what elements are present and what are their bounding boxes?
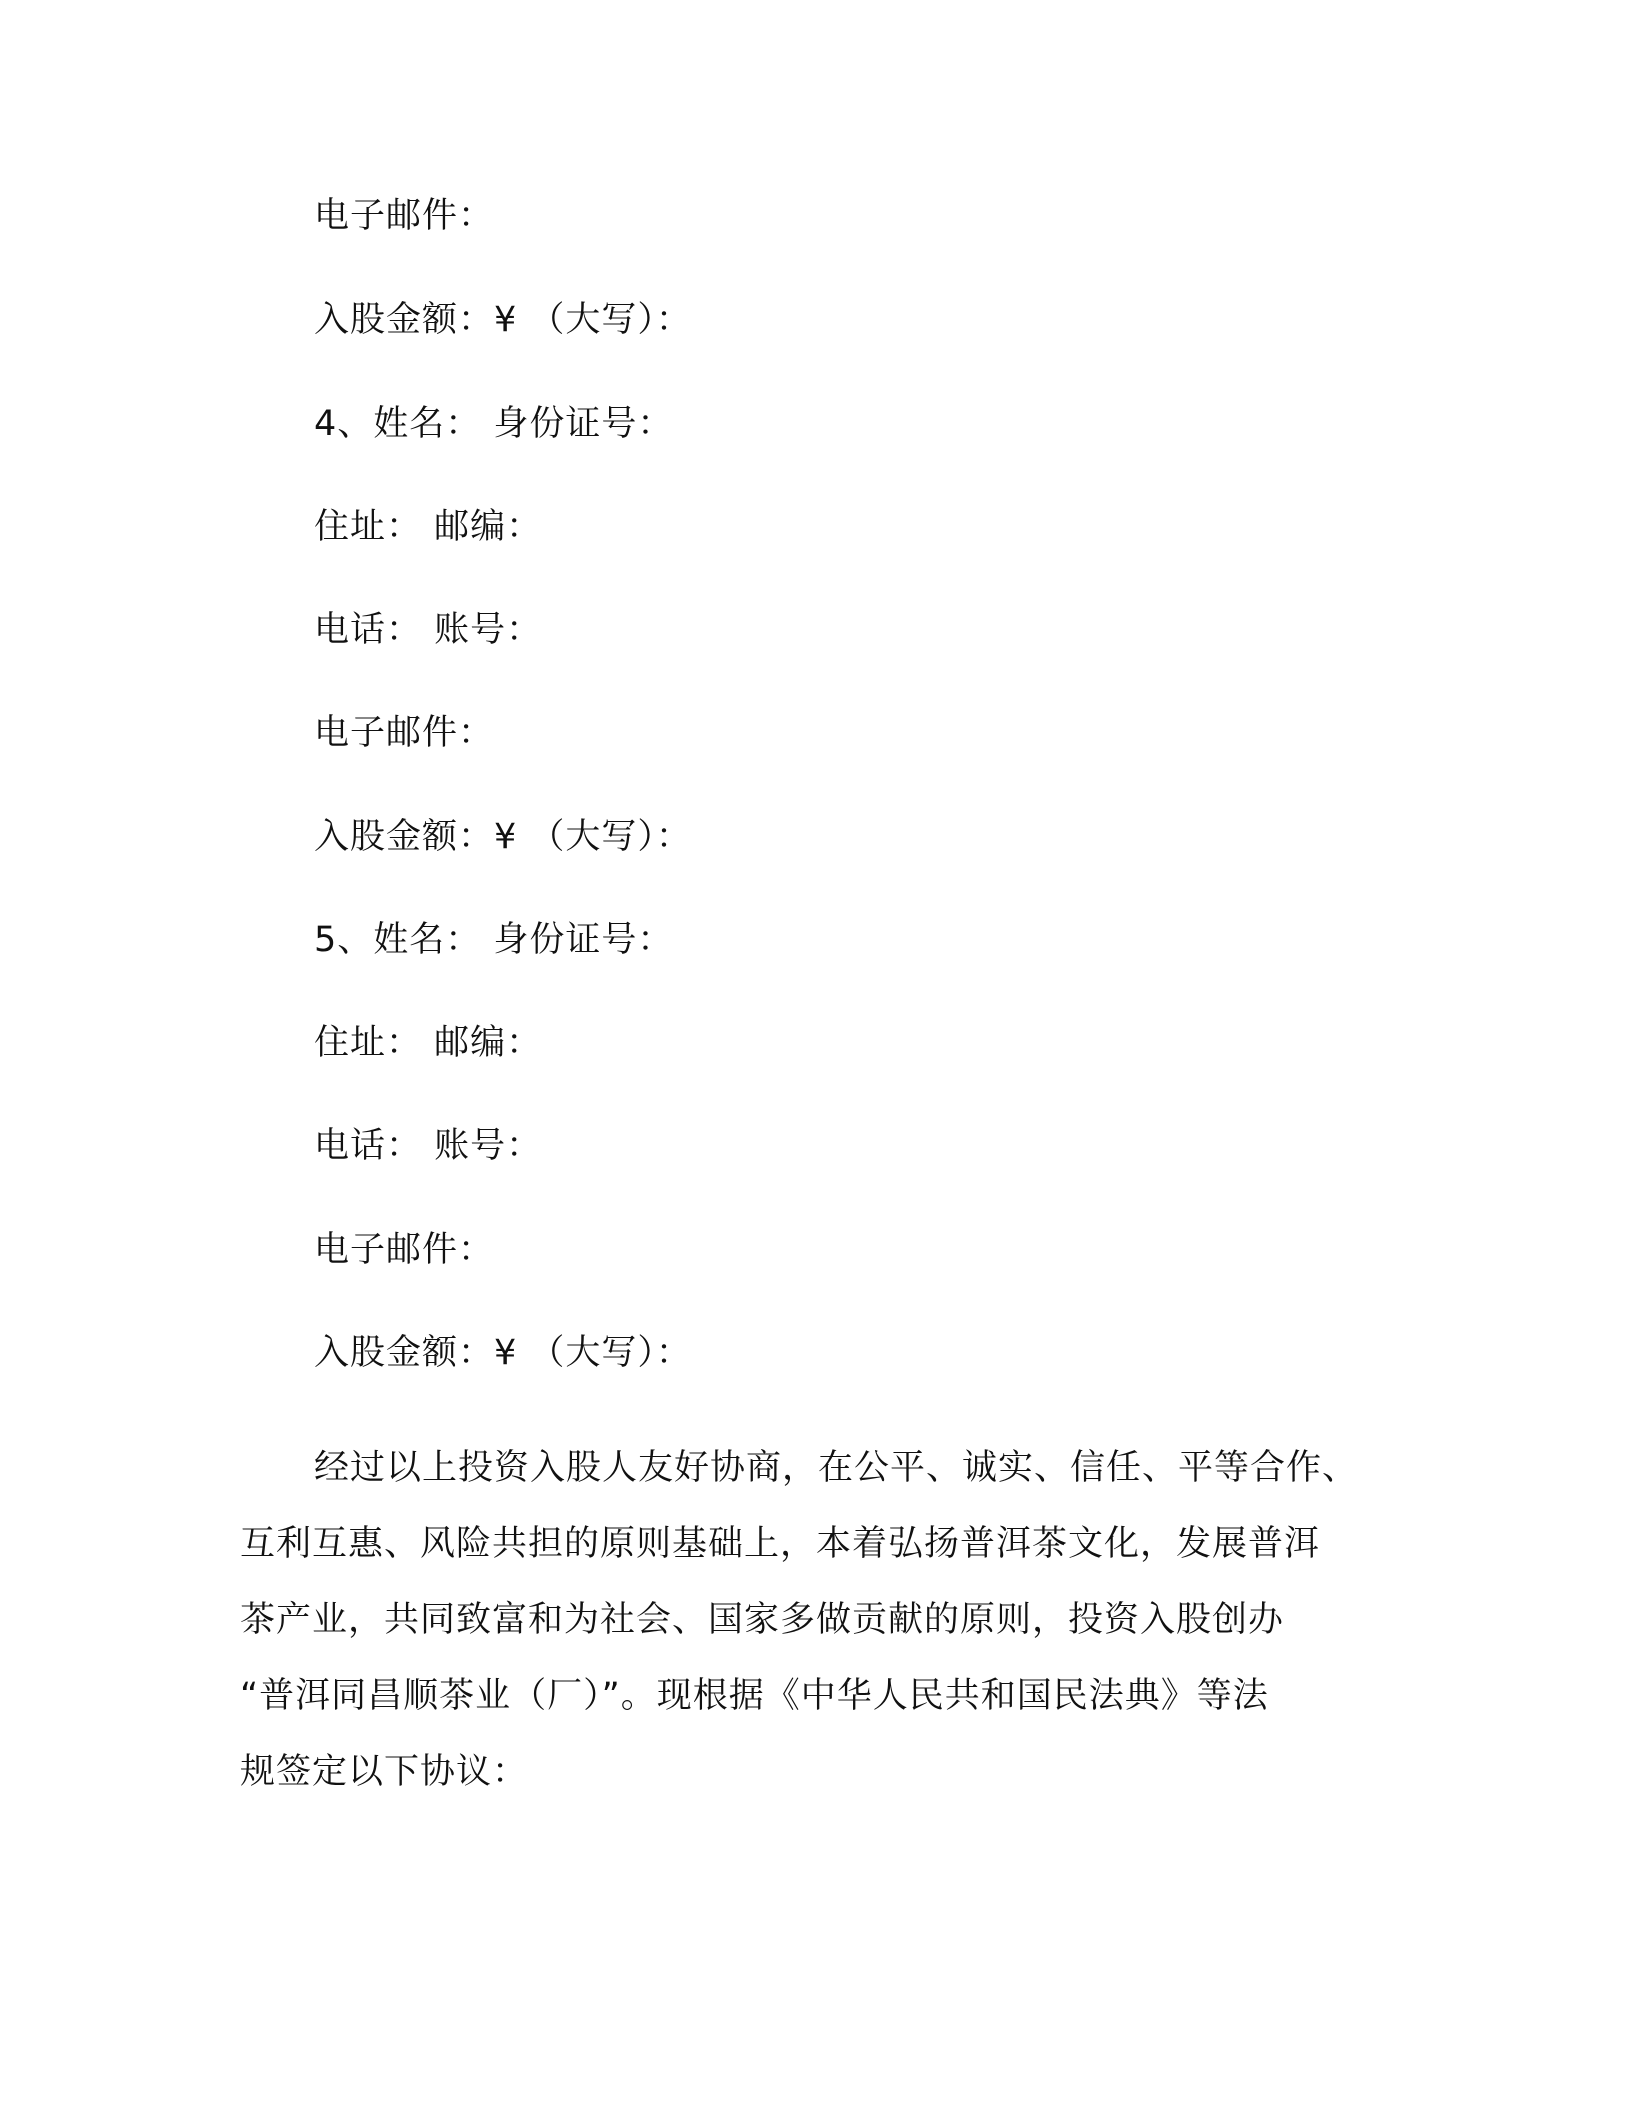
email-line: 电子邮件： bbox=[314, 1230, 495, 1270]
share-amount-line: 入股金额：¥ （大写）： bbox=[314, 817, 692, 857]
share-amount-line: 入股金额：¥ （大写）： bbox=[314, 1333, 692, 1373]
share-amount-line: 入股金额：¥ （大写）： bbox=[314, 300, 692, 340]
paragraph-line: 茶产业，共同致富和为社会、国家多做贡献的原则，投资入股创办 bbox=[240, 1600, 1285, 1640]
shareholder-5-name-id-line: 5、姓名： 身份证号： bbox=[314, 920, 674, 960]
phone-account-line: 电话： 账号： bbox=[314, 1126, 543, 1166]
address-postcode-line: 住址： 邮编： bbox=[314, 507, 543, 547]
paragraph-line: “普洱同昌顺茶业（厂）”。现根据《中华人民共和国民法典》等法 bbox=[240, 1676, 1269, 1716]
paragraph-line: 互利互惠、风险共担的原则基础上，本着弘扬普洱茶文化，发展普洱 bbox=[240, 1524, 1321, 1564]
phone-account-line: 电话： 账号： bbox=[314, 610, 543, 650]
email-line: 电子邮件： bbox=[314, 713, 495, 753]
agreement-preamble-paragraph bbox=[240, 1430, 1390, 1810]
paragraph-line: 规签定以下协议： bbox=[240, 1752, 529, 1792]
paragraph-line: 经过以上投资入股人友好协商，在公平、诚实、信任、平等合作、 bbox=[314, 1448, 1359, 1488]
shareholder-4-name-id-line: 4、姓名： 身份证号： bbox=[314, 404, 674, 444]
address-postcode-line: 住址： 邮编： bbox=[314, 1023, 543, 1063]
email-line: 电子邮件： bbox=[314, 196, 495, 236]
